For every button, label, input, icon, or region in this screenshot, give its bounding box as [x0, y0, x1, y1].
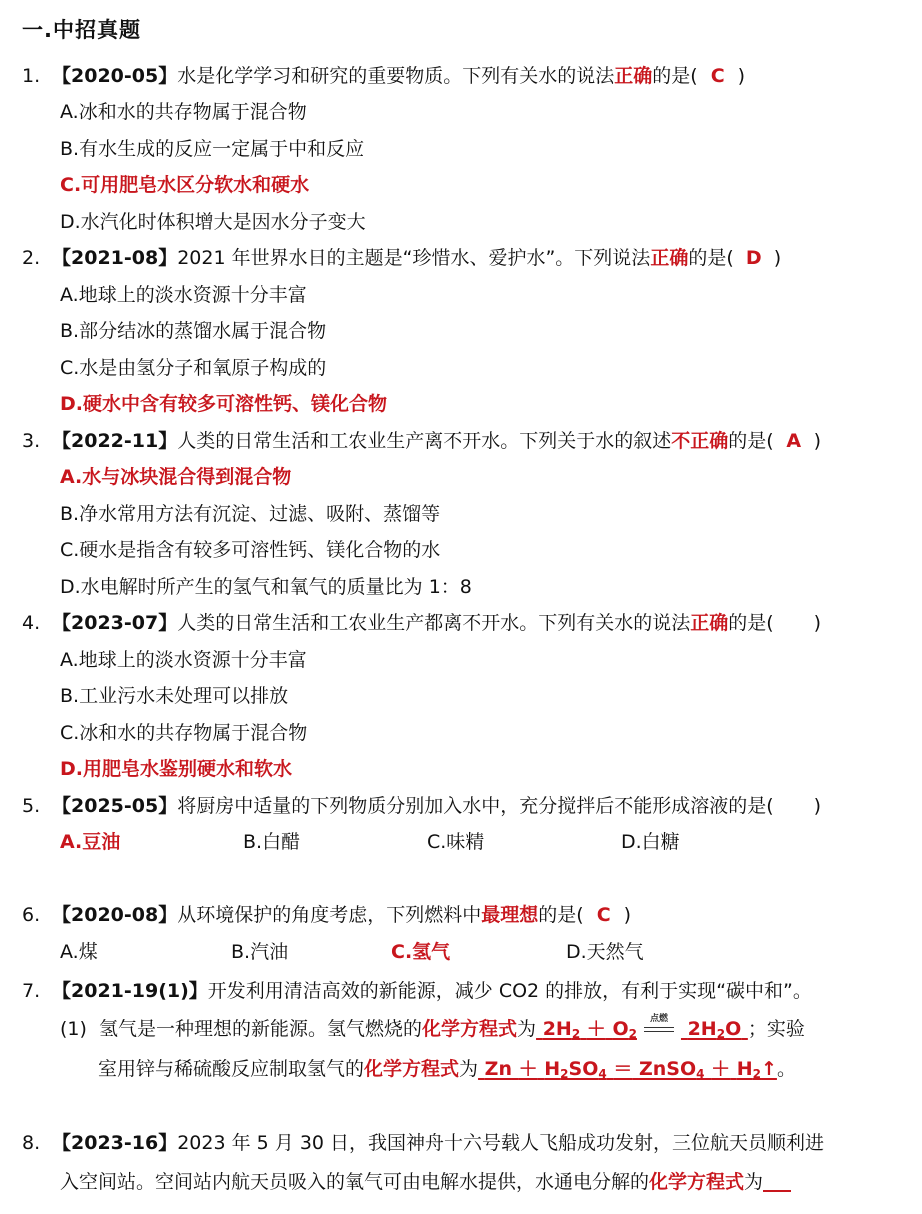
answer: A	[786, 430, 802, 452]
option: B.有水生成的反应一定属于中和反应	[60, 138, 365, 160]
question-tag: 【2022-11】	[52, 430, 178, 452]
question-8-stem: 8. 【2023-16】2023 年 5 月 30 日，我国神舟十六号载人飞船成功发射，三位航天员顺利进	[22, 1132, 825, 1154]
question-tag: 【2020-08】	[52, 904, 178, 926]
answer: D	[745, 247, 762, 269]
question-1-stem: 1. 【2020-05】水是化学学习和研究的重要物质。下列有关水的说法正确的是( C )	[22, 65, 746, 87]
option: B.净水常用方法有沉淀、过滤、吸附、蒸馏等	[60, 503, 441, 525]
option: B.部分结冰的蒸馏水属于混合物	[60, 320, 327, 342]
equation-hydrogen-combustion: $2H_2 + O_2$ 点燃 $2H_2O$	[542, 1014, 742, 1041]
question-7-stem: 7. 【2021-19(1)】开发利用清洁高效的新能源，减少 CO2 的排放，有利于实现“碳中和”。	[22, 980, 812, 1002]
option-correct: D.硬水中含有较多可溶性钙、镁化合物	[60, 393, 387, 415]
option: B.工业污水未处理可以排放	[60, 685, 289, 707]
option: B.汽油	[231, 941, 289, 963]
answer-blank	[763, 1170, 791, 1192]
option: D.白糖	[621, 831, 680, 853]
subquestion-line-1: (1) 氢气是一种理想的新能源。氢气燃烧的化学方程式为 $2H_2 + O_2$ 点燃 $2H_2O$ ；实验	[60, 1014, 805, 1041]
option-correct: A.豆油	[60, 831, 121, 853]
keyword: 化学方程式	[364, 1058, 460, 1080]
option-correct: C.氢气	[391, 941, 451, 963]
option: B.白醋	[243, 831, 301, 853]
keyword: 不正确	[671, 430, 729, 452]
question-8-line-2: 入空间站。空间站内航天员吸入的氧气可由电解水提供，水通电分解的化学方程式为	[60, 1169, 791, 1195]
question-tag: 【2025-05】	[52, 795, 178, 817]
keyword: 化学方程式	[422, 1018, 518, 1040]
answer: C	[710, 65, 725, 87]
keyword: 正确	[650, 247, 689, 269]
option: A.地球上的淡水资源十分丰富	[60, 284, 307, 306]
question-tag: 【2021-08】	[52, 247, 178, 269]
question-tag: 【2020-05】	[52, 65, 178, 87]
subquestion-line-2: 室用锌与稀硫酸反应制取氢气的化学方程式为 $Zn + H_2SO_4$ ＝ ZnSO$_4$ ＋ $H_2↑$。	[98, 1058, 796, 1081]
keyword: 化学方程式	[649, 1171, 745, 1193]
answer: C	[596, 904, 611, 926]
keyword: 正确	[690, 612, 729, 634]
reaction-condition: 点燃	[637, 1016, 681, 1042]
option: D.水汽化时体积增大是因水分子变大	[60, 211, 366, 233]
option: C.冰和水的共存物属于混合物	[60, 722, 308, 744]
options-row	[0, 939, 922, 965]
option: D.天然气	[566, 941, 644, 963]
option: D.水电解时所产生的氢气和氧气的质量比为 1：8	[60, 576, 472, 598]
subquestion-number: (1)	[60, 1018, 87, 1040]
options-row	[0, 829, 922, 855]
question-3-stem: 3. 【2022-11】人类的日常生活和工农业生产离不开水。下列关于水的叙述不正确的是( A )	[22, 430, 822, 452]
option-correct: A.水与冰块混合得到混合物	[60, 466, 292, 488]
option-correct: C.可用肥皂水区分软水和硬水	[60, 174, 310, 196]
option: A.冰和水的共存物属于混合物	[60, 101, 307, 123]
option-correct: D.用肥皂水鉴别硬水和软水	[60, 758, 292, 780]
section-title: 一.中招真题	[22, 18, 141, 42]
keyword: 正确	[614, 65, 653, 87]
keyword: 最理想	[481, 904, 539, 926]
option: A.地球上的淡水资源十分丰富	[60, 649, 307, 671]
option: C.味精	[427, 831, 485, 853]
question-5-stem: 5. 【2025-05】将厨房中适量的下列物质分别加入水中，充分搅拌后不能形成溶液的是( )	[22, 795, 822, 817]
option: C.硬水是指含有较多可溶性钙、镁化合物的水	[60, 539, 441, 561]
option: A.煤	[60, 941, 98, 963]
question-2-stem: 2. 【2021-08】2021 年世界水日的主题是“珍惜水、爱护水”。下列说法正确的是( D )	[22, 247, 782, 269]
option: C.水是由氢分子和氧原子构成的	[60, 357, 327, 379]
question-tag: 【2023-16】	[52, 1132, 178, 1154]
question-4-stem: 4. 【2023-07】人类的日常生活和工农业生产都离不开水。下列有关水的说法正确的是( )	[22, 612, 822, 634]
equation-zinc-acid: $Zn + H_2SO_4$ ＝ ZnSO$_4$ ＋ $H_2↑$	[484, 1058, 777, 1081]
question-tag: 【2023-07】	[52, 612, 178, 634]
question-tag: 【2021-19(1)】	[52, 980, 208, 1002]
question-6-stem: 6. 【2020-08】从环境保护的角度考虑，下列燃料中最理想的是( C )	[22, 904, 632, 926]
